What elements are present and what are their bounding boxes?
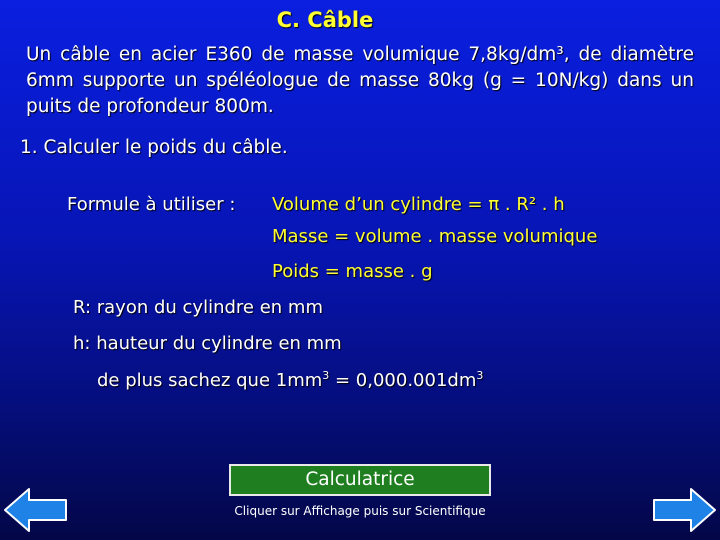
definition-radius: R: rayon du cylindre en mm bbox=[73, 297, 323, 318]
slide-title: C. Câble bbox=[276, 8, 374, 32]
arrow-right-icon[interactable] bbox=[651, 486, 717, 534]
formula-cylinder-volume: Volume d’un cylindre = π . R² . h bbox=[272, 194, 565, 215]
note-exponent-1: 3 bbox=[322, 369, 330, 382]
definition-height: h: hauteur du cylindre en mm bbox=[73, 333, 342, 354]
calculator-button[interactable]: Calculatrice bbox=[229, 464, 491, 496]
question-1: 1. Calculer le poids du câble. bbox=[20, 137, 288, 158]
note-middle: = 0,000.001dm bbox=[329, 370, 477, 391]
unit-conversion-note bbox=[97, 369, 483, 391]
calculator-hint: Cliquer sur Affichage puis sur Scientifique bbox=[234, 504, 486, 518]
formula-mass: Masse = volume . masse volumique bbox=[272, 226, 598, 247]
arrow-left-icon[interactable] bbox=[3, 486, 69, 534]
note-prefix: de plus sachez que 1mm bbox=[97, 370, 323, 391]
note-exponent-2: 3 bbox=[476, 369, 484, 382]
formula-label: Formule à utiliser : bbox=[67, 194, 236, 215]
problem-statement: Un câble en acier E360 de masse volumique 7,8kg/dm³, de diamètre 6mm supporte un spéléologue de masse 80kg (g = 10N/kg) dans un puits de profondeur 800m. bbox=[26, 44, 694, 117]
formula-weight: Poids = masse . g bbox=[272, 261, 433, 282]
